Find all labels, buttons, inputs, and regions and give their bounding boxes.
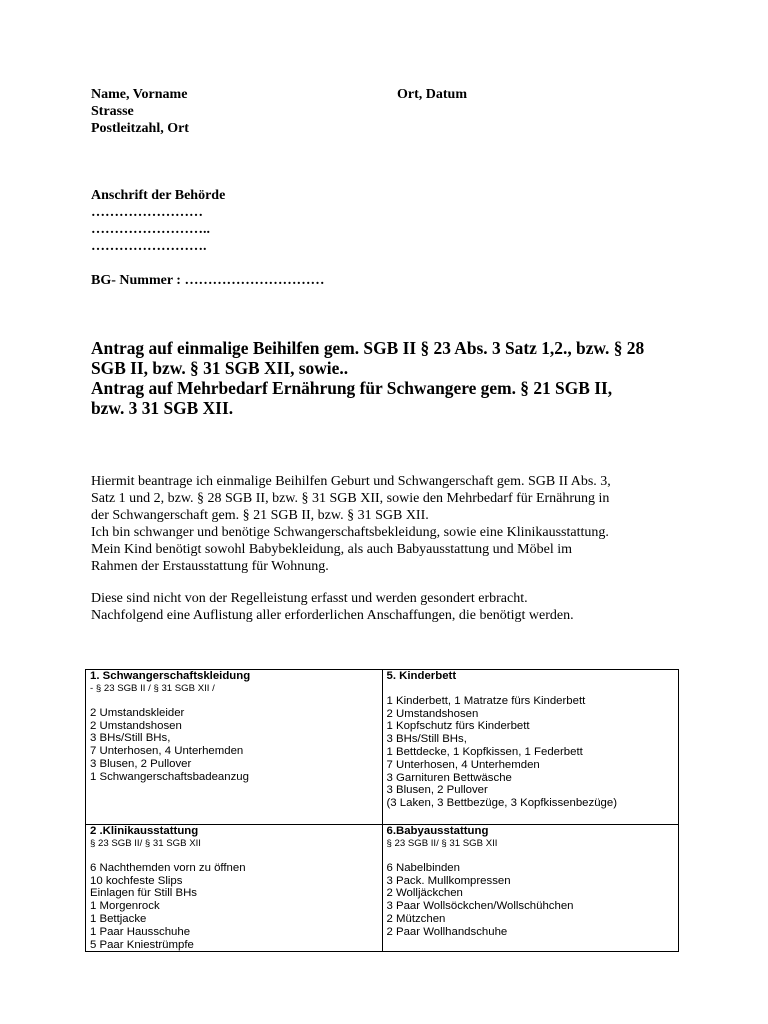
list-item: 7 Unterhosen, 4 Unterhemden xyxy=(90,745,244,758)
sender-postal-city: Postleitzahl, Ort xyxy=(91,121,189,136)
subject-line-3: Antrag auf Mehrbedarf Ernährung für Schwangere gem. § 21 SGB II, xyxy=(91,378,613,398)
table-row xyxy=(86,825,679,952)
list-item: 6 Nabelbinden xyxy=(386,861,460,874)
body-paragraph-2 xyxy=(91,590,691,624)
list-item: 3 BHs/Still BHs, xyxy=(386,733,467,746)
sender-address xyxy=(91,86,189,137)
body-line: Rahmen der Erstausstattung für Wohnung. xyxy=(91,559,329,574)
body-line: Diese sind nicht von der Regelleistung erfasst und werden gesondert erbracht. xyxy=(91,591,528,606)
cell-baby-equipment xyxy=(382,825,679,952)
subject-heading xyxy=(91,338,711,418)
list-item: 2 Wolljäckchen xyxy=(386,887,463,900)
cell-baby-bed xyxy=(382,670,679,825)
list-item: 2 Umstandshosen xyxy=(386,707,479,720)
list-item: Einlagen für Still BHs xyxy=(90,887,197,900)
cell-maternity-clothing xyxy=(86,670,383,825)
list-item: 3 Blusen, 2 Pullover xyxy=(90,757,192,770)
list-item: 10 kochfeste Slips xyxy=(90,874,183,887)
authority-line-3: ……………………. xyxy=(91,239,207,254)
bg-number: BG- Nummer : ………………………… xyxy=(91,273,325,288)
list-item: 2 Paar Wollhandschuhe xyxy=(386,925,508,938)
authority-line-1: …………………… xyxy=(91,205,203,220)
body-line: Ich bin schwanger und benötige Schwangerschaftsbekleidung, sowie eine Klinikausstattung. xyxy=(91,525,609,540)
list-item: 1 Kinderbett, 1 Matratze fürs Kinderbett xyxy=(386,694,586,707)
list-item: 5 Paar Kniestrümpfe xyxy=(90,938,194,951)
sender-street: Strasse xyxy=(91,104,134,119)
body-line: Satz 1 und 2, bzw. § 28 SGB II, bzw. § 31 SGB XII, sowie den Mehrbedarf für Ernährung in xyxy=(91,491,610,506)
place-date: Ort, Datum xyxy=(397,87,467,102)
subject-line-4: bzw. 3 31 SGB XII. xyxy=(91,398,234,418)
body-line: der Schwangerschaft gem. § 21 SGB II, bzw. § 31 SGB XII. xyxy=(91,508,429,523)
table-row xyxy=(86,670,679,825)
list-item: 3 BHs/Still BHs, xyxy=(90,732,171,745)
list-item: 3 Blusen, 2 Pullover xyxy=(386,784,488,797)
list-item: 1 Kopfschutz fürs Kinderbett xyxy=(386,720,530,733)
list-item: 3 Garnituren Bettwäsche xyxy=(386,771,512,784)
authority-line-2: …………………….. xyxy=(91,222,210,237)
body-paragraph-1 xyxy=(91,473,691,575)
list-item: 3 Pack. Mullkompressen xyxy=(386,874,511,887)
cell-title: 5. Kinderbett xyxy=(386,670,457,682)
cell-title: 6.Babyausstattung xyxy=(386,825,489,837)
list-item: 1 Schwangerschaftsbadeanzug xyxy=(90,770,249,783)
list-item: 1 Bettjacke xyxy=(90,912,147,925)
cell-legal-ref: - § 23 SGB II / § 31 SGB XII / xyxy=(90,682,215,694)
cell-title: 1. Schwangerschaftskleidung xyxy=(90,670,251,682)
body-line: Hiermit beantrage ich einmalige Beihilfen Geburt und Schwangerschaft gem. SGB II Abs. 3, xyxy=(91,474,611,489)
cell-legal-ref: § 23 SGB II/ § 31 SGB XII xyxy=(90,837,201,849)
cell-title: 2 .Klinikausstattung xyxy=(90,825,199,837)
list-item: 7 Unterhosen, 4 Unterhemden xyxy=(386,758,540,771)
list-item: 3 Paar Wollsöckchen/Wollschühchen xyxy=(386,900,574,913)
needs-table xyxy=(85,669,679,952)
subject-line-2: SGB II, bzw. § 31 SGB XII, sowie.. xyxy=(91,358,349,378)
authority-title: Anschrift der Behörde xyxy=(91,188,226,203)
authority-address xyxy=(91,187,225,255)
cell-legal-ref: § 23 SGB II/ § 31 SGB XII xyxy=(386,837,498,849)
list-item: 2 Umstandskleider xyxy=(90,706,185,719)
cell-clinic-equipment xyxy=(86,825,383,952)
list-item: 1 Morgenrock xyxy=(90,900,160,913)
list-item: 2 Mützchen xyxy=(386,912,446,925)
list-item: 2 Umstandshosen xyxy=(90,719,182,732)
subject-line-1: Antrag auf einmalige Beihilfen gem. SGB II § 23 Abs. 3 Satz 1,2., bzw. § 28 xyxy=(91,338,645,358)
list-item: 1 Paar Hausschuhe xyxy=(90,925,191,938)
list-item: 1 Bettdecke, 1 Kopfkissen, 1 Federbett xyxy=(386,745,583,758)
list-item: (3 Laken, 3 Bettbezüge, 3 Kopfkissenbezüge) xyxy=(386,797,617,810)
body-line: Nachfolgend eine Auflistung aller erforderlichen Anschaffungen, die benötigt werden. xyxy=(91,608,574,623)
body-line: Mein Kind benötigt sowohl Babybekleidung, als auch Babyausstattung und Möbel im xyxy=(91,542,572,557)
sender-name: Name, Vorname xyxy=(91,87,188,102)
list-item: 6 Nachthemden vorn zu öffnen xyxy=(90,861,246,874)
